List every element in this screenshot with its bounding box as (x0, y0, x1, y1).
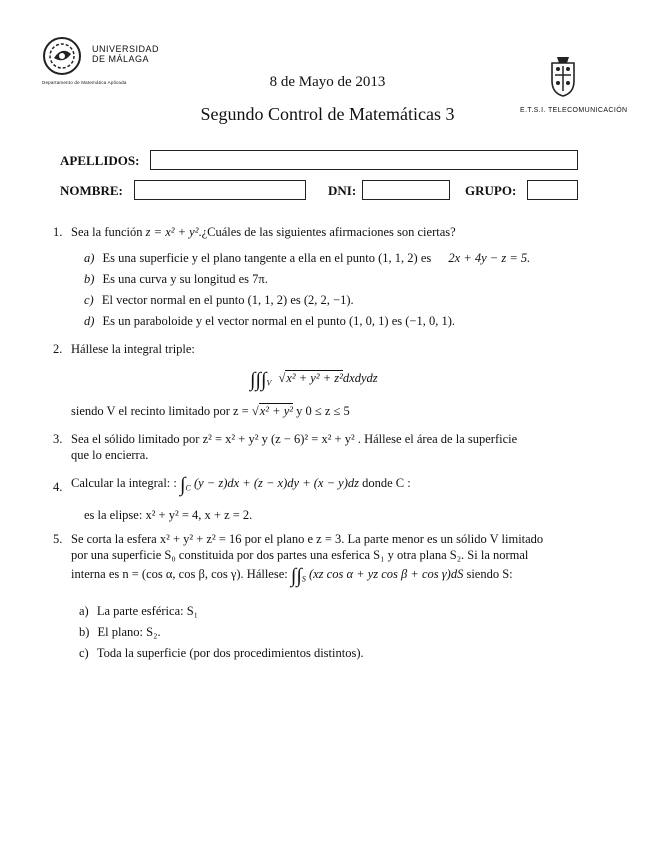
q3-line2: que lo encierra. (71, 448, 149, 462)
q1-option-d (84, 314, 455, 329)
q4-text-b: donde C : (358, 476, 411, 490)
university-line2: DE MÁLAGA (92, 54, 150, 64)
option-letter: a) (79, 604, 89, 618)
dni-field[interactable] (362, 180, 450, 200)
nombre-label: NOMBRE: (60, 183, 123, 198)
q1-text-a: Sea la función (71, 225, 146, 239)
q4-text-a: Calcular la integral: : (71, 476, 177, 490)
question-number: 4. (53, 480, 63, 494)
option-text: La parte esférica: S₁ (96, 604, 199, 618)
option-text: Es una superficie y el plano tangente a ella en el punto (1, 1, 2) es (102, 251, 432, 265)
option-text: El vector normal en el punto (1, 1, 2) es (2, 2, −1). (101, 293, 354, 307)
integral-sign-icon: ∫∫∫ (250, 369, 267, 391)
school-crest-icon (548, 55, 578, 102)
q4-curve: C (185, 483, 191, 493)
question-number: 2. (53, 342, 63, 356)
university-line1: UNIVERSIDAD (92, 44, 160, 54)
option-letter: b) (84, 272, 95, 286)
department-name: Departamento de Matemática Aplicada (42, 80, 127, 85)
q5-integrand: (xz cos α + yz cos β + cos γ)dS (308, 567, 464, 581)
question-number: 3. (53, 432, 63, 446)
question-1-text (71, 224, 456, 240)
question-5 (53, 531, 62, 547)
option-extra: 2x + 4y − z = 5. (448, 251, 531, 265)
q1-expr: z = x² + y² (145, 225, 199, 239)
q5-option-b (79, 625, 161, 640)
question-3 (53, 431, 62, 447)
q3-line1: Sea el sólido limitado por z² = x² + y² y (z − 6)² = x² + y² . Hállese el área de la superficie (71, 432, 518, 446)
option-text: Es un paraboloide y el vector normal en el punto (1, 0, 1) es (−1, 0, 1). (102, 314, 455, 328)
q5-line1: Se corta la esfera x² + y² + z² = 16 por el plano e z = 3. La parte menor es un sólido V limitado (71, 532, 544, 546)
question-2-text: Hállese la integral triple: (71, 342, 195, 356)
question-number: 5. (53, 532, 63, 546)
question-4 (53, 479, 62, 495)
question-number: 1. (53, 225, 63, 239)
q1-option-a (84, 251, 530, 266)
option-letter: c) (79, 646, 89, 660)
school-name: E.T.S.I. TELECOMUNICACIÓN (520, 107, 628, 114)
option-letter: a) (84, 251, 95, 265)
exam-date: 8 de Mayo de 2013 (269, 74, 386, 90)
apellidos-label: APELLIDOS: (60, 153, 140, 168)
q5-line3-b: siendo S: (463, 567, 513, 581)
grupo-label: GRUPO: (465, 183, 517, 198)
q4-line1 (71, 474, 411, 496)
option-letter: c) (84, 293, 94, 307)
question-1 (53, 224, 62, 240)
q2-condition-a: siendo V el recinto limitado por z = (71, 404, 252, 418)
q1-option-b (84, 272, 268, 287)
q5-option-a (79, 604, 198, 619)
q4-integrand: (y − z)dx + (z − x)dy + (x − y)dz (193, 476, 359, 490)
question-2 (53, 341, 62, 357)
nombre-field[interactable] (134, 180, 306, 200)
grupo-field[interactable] (527, 180, 578, 200)
q5-option-c (79, 646, 364, 661)
option-text: Toda la superficie (por dos procedimientos distintos). (96, 646, 364, 660)
q2-condition-b: y 0 ≤ z ≤ 5 (293, 404, 350, 418)
q2-condition-root: x² + y² (259, 404, 294, 418)
q2-differential: dxdydz (342, 371, 378, 385)
q4-line2: es la elipse: x² + y² = 4, x + z = 2. (84, 508, 253, 522)
option-letter: b) (79, 625, 90, 639)
q5-line3-a: interna es n = (cos α, cos β, cos γ). Hállese: (71, 567, 288, 581)
exam-title: Segundo Control de Matemáticas 3 (200, 104, 455, 124)
q2-condition: siendo V el recinto limitado por z = √x² + y² y 0 ≤ z ≤ 5 (71, 404, 350, 418)
q5-line3 (71, 565, 513, 587)
option-text: El plano: S₂. (97, 625, 161, 639)
option-text: Es una curva y su longitud es 7π. (102, 272, 268, 286)
option-letter: d) (84, 314, 95, 328)
integral-sign-icon: ∫∫ (290, 565, 302, 587)
dni-label: DNI: (328, 183, 357, 198)
university-name (92, 44, 159, 64)
q5-line2: por una superficie S₀ constituida por dos partes una esferica S₁ y otra plana S₂. Si la normal (71, 548, 529, 562)
integral-sign-icon: ∫ (179, 474, 186, 496)
integral-region: V (266, 378, 272, 388)
q2-integrand: x² + y² + z² (286, 371, 343, 385)
q2-integral: $\int\int\int_V$ √x² + y² + z²dxdydz (250, 369, 378, 391)
q1-text-b: .¿Cuáles de las siguientes afirmaciones son ciertas? (198, 225, 456, 239)
apellidos-field[interactable] (150, 150, 578, 170)
q1-option-c (84, 293, 354, 308)
q5-surface: S (301, 574, 306, 584)
